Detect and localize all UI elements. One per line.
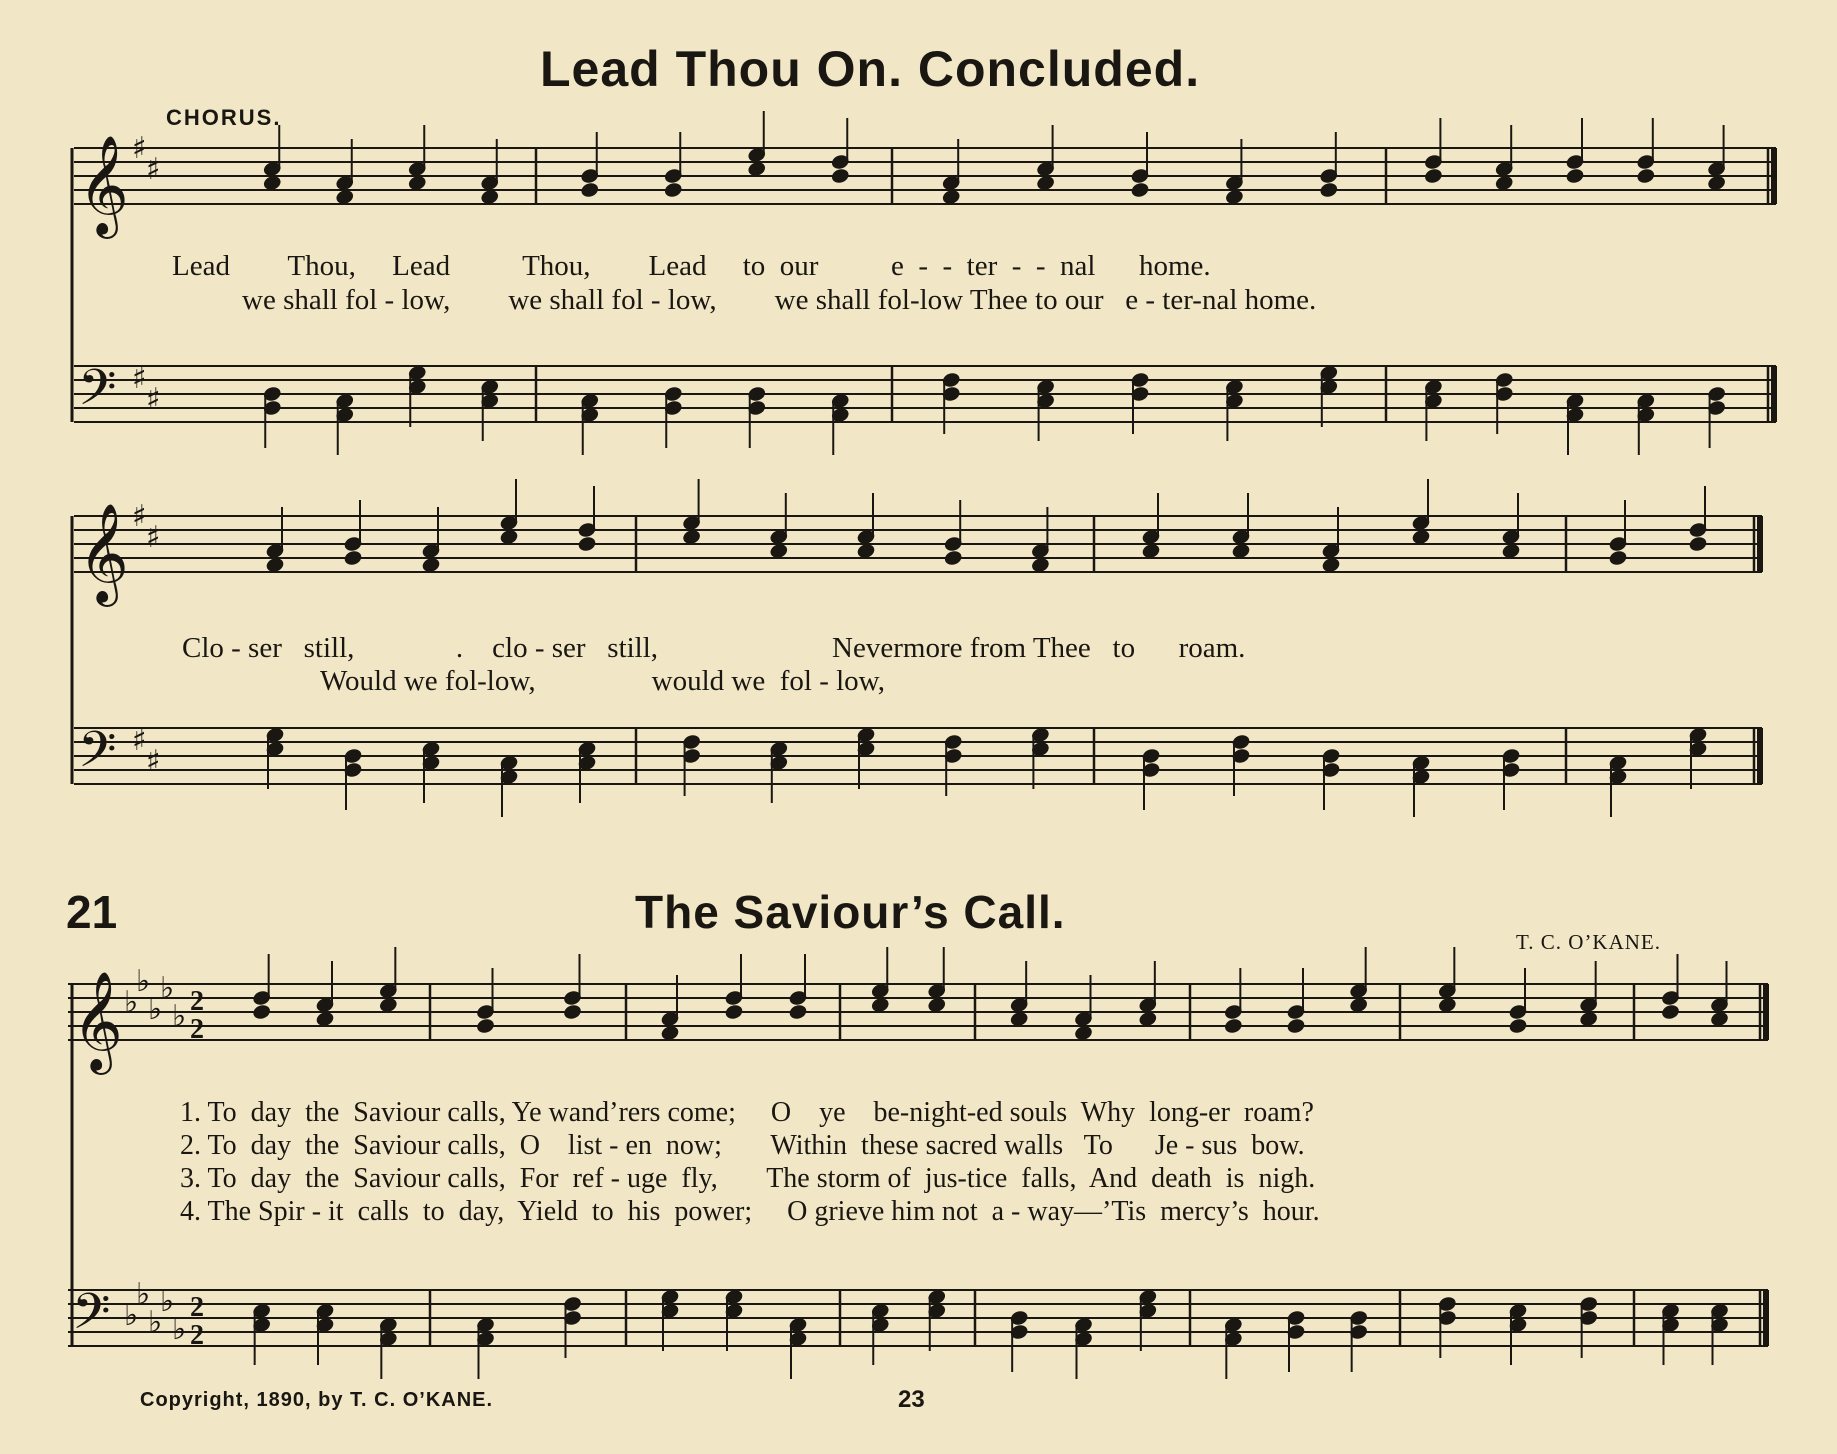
note-head [1579, 1011, 1598, 1028]
verse-3: 3. To day the Saviour calls, For ref - uge fly, The storm of jus-tice falls, And death is nigh. [180, 1163, 1316, 1194]
flat-sign: ♭ [124, 1298, 139, 1333]
note-head [1321, 557, 1340, 574]
system1-lyric-line2: we shall fol - low, we shall fol - low, we shall fol-low Thee to our e - ter-nal home. [242, 284, 1317, 316]
note-head [379, 997, 398, 1014]
chorus-label: CHORUS. [166, 105, 282, 130]
flat-sign: ♭ [136, 1277, 151, 1312]
note-head [1501, 543, 1520, 560]
note-head [1141, 543, 1160, 560]
note-head [1130, 182, 1149, 199]
note-head [577, 536, 596, 553]
time-signature: 2 [190, 1320, 204, 1351]
final-barline-thick [1771, 366, 1777, 422]
note-head [1031, 557, 1050, 574]
note-head [1608, 550, 1627, 567]
treble-clef: 𝄞 [72, 971, 123, 1071]
system2-lyric-line2: Would we fol-low, would we fol - low, [320, 665, 885, 697]
note-head [1688, 536, 1707, 553]
note-head [335, 189, 354, 206]
flat-sign: ♭ [172, 1312, 187, 1347]
sharp-sign: ♯ [146, 744, 161, 779]
note-heads [252, 111, 1729, 1379]
time-signature: 2 [190, 1014, 204, 1045]
note-head [408, 175, 427, 192]
verse-4: 4. The Spir - it calls to day, Yield to his power; O grieve him not a - way—’Tis mercy’s hour. [180, 1196, 1320, 1227]
note-head [1286, 1018, 1305, 1035]
note-head [343, 550, 362, 567]
sharp-sign: ♯ [132, 723, 147, 758]
note-head [769, 543, 788, 560]
note-head [1565, 168, 1584, 185]
note-head [871, 997, 890, 1014]
note-head [1411, 529, 1430, 546]
flat-sign: ♭ [172, 999, 187, 1034]
page-number: 23 [898, 1386, 925, 1413]
note-head [1224, 1018, 1243, 1035]
note-head [476, 1018, 495, 1035]
note-head [1661, 1004, 1680, 1021]
note-head [480, 189, 499, 206]
treble-clef: 𝄞 [78, 135, 129, 235]
note-head [1319, 182, 1338, 199]
note-head [1710, 1011, 1729, 1028]
note-head [1036, 175, 1055, 192]
note-head [1508, 1018, 1527, 1035]
sharp-sign: ♯ [146, 382, 161, 417]
verse-2: 2. To day the Saviour calls, O list - en now; Within these sacred walls To Je - sus bow. [180, 1130, 1305, 1161]
note-head [421, 557, 440, 574]
final-barline-thick [1763, 984, 1769, 1040]
bass-clef: 𝄢 [78, 359, 117, 429]
note-head [263, 175, 282, 192]
time-signature: 2 [190, 986, 204, 1017]
note-head [682, 529, 701, 546]
treble-clef: 𝄞 [78, 503, 129, 603]
hymn-title: The Saviour’s Call. [635, 886, 1066, 938]
note-head [788, 1004, 807, 1021]
flat-sign: ♭ [160, 1284, 175, 1319]
note-head [1010, 1011, 1029, 1028]
note-head [265, 557, 284, 574]
bass-clef: 𝄢 [72, 1283, 111, 1353]
barlines [72, 148, 1777, 1346]
note-head [1138, 1011, 1157, 1028]
final-barline-thick [1771, 148, 1777, 204]
sharp-sign: ♯ [132, 131, 147, 166]
flat-sign: ♭ [148, 992, 163, 1027]
final-barline-thick [1763, 1290, 1769, 1346]
time-signature: 2 [190, 1292, 204, 1323]
flat-sign: ♭ [148, 1305, 163, 1340]
sharp-sign: ♯ [146, 520, 161, 555]
system1-lyric-line1: Lead Thou, Lead Thou, Lead to our e - - ter - - nal home. [172, 250, 1211, 282]
note-head [1424, 168, 1443, 185]
sharp-sign: ♯ [132, 499, 147, 534]
system2-lyric-line1: Clo - ser still, . clo - ser still, Nevermore from Thee to roam. [182, 632, 1246, 664]
note-head [563, 1004, 582, 1021]
flat-sign: ♭ [136, 964, 151, 999]
hymn-number: 21 [66, 886, 118, 938]
bass-clef: 𝄢 [78, 721, 117, 791]
note-head [1074, 1025, 1093, 1042]
note-head [927, 997, 946, 1014]
note-head [747, 161, 766, 178]
note-head [1225, 189, 1244, 206]
page-title: Lead Thou On. Concluded. [540, 41, 1201, 97]
note-head [1349, 997, 1368, 1014]
note-head [942, 189, 961, 206]
note-head [660, 1025, 679, 1042]
note-head [1707, 175, 1726, 192]
note-head [580, 182, 599, 199]
note-head [499, 529, 518, 546]
flat-sign: ♭ [124, 985, 139, 1020]
flat-sign: ♭ [160, 971, 175, 1006]
sharp-sign: ♯ [146, 152, 161, 187]
note-head [1231, 543, 1250, 560]
note-head [856, 543, 875, 560]
note-head [944, 550, 963, 567]
note-head [1495, 175, 1514, 192]
final-barline-thick [1757, 728, 1763, 784]
note-head [315, 1011, 334, 1028]
note-head [664, 182, 683, 199]
note-head [1636, 168, 1655, 185]
note-head [1438, 997, 1457, 1014]
verse-1: 1. To day the Saviour calls, Ye wand’rers come; O ye be-night-ed souls Why long-er roam? [180, 1097, 1314, 1128]
final-barline-thick [1757, 516, 1763, 572]
hymn-author: T. C. O’KANE. [1516, 930, 1662, 954]
note-head [252, 1004, 271, 1021]
sharp-sign: ♯ [132, 361, 147, 396]
copyright-notice: Copyright, 1890, by T. C. O’KANE. [140, 1389, 494, 1411]
note-head [831, 168, 850, 185]
note-head [724, 1004, 743, 1021]
staff-lines [68, 148, 1776, 1346]
